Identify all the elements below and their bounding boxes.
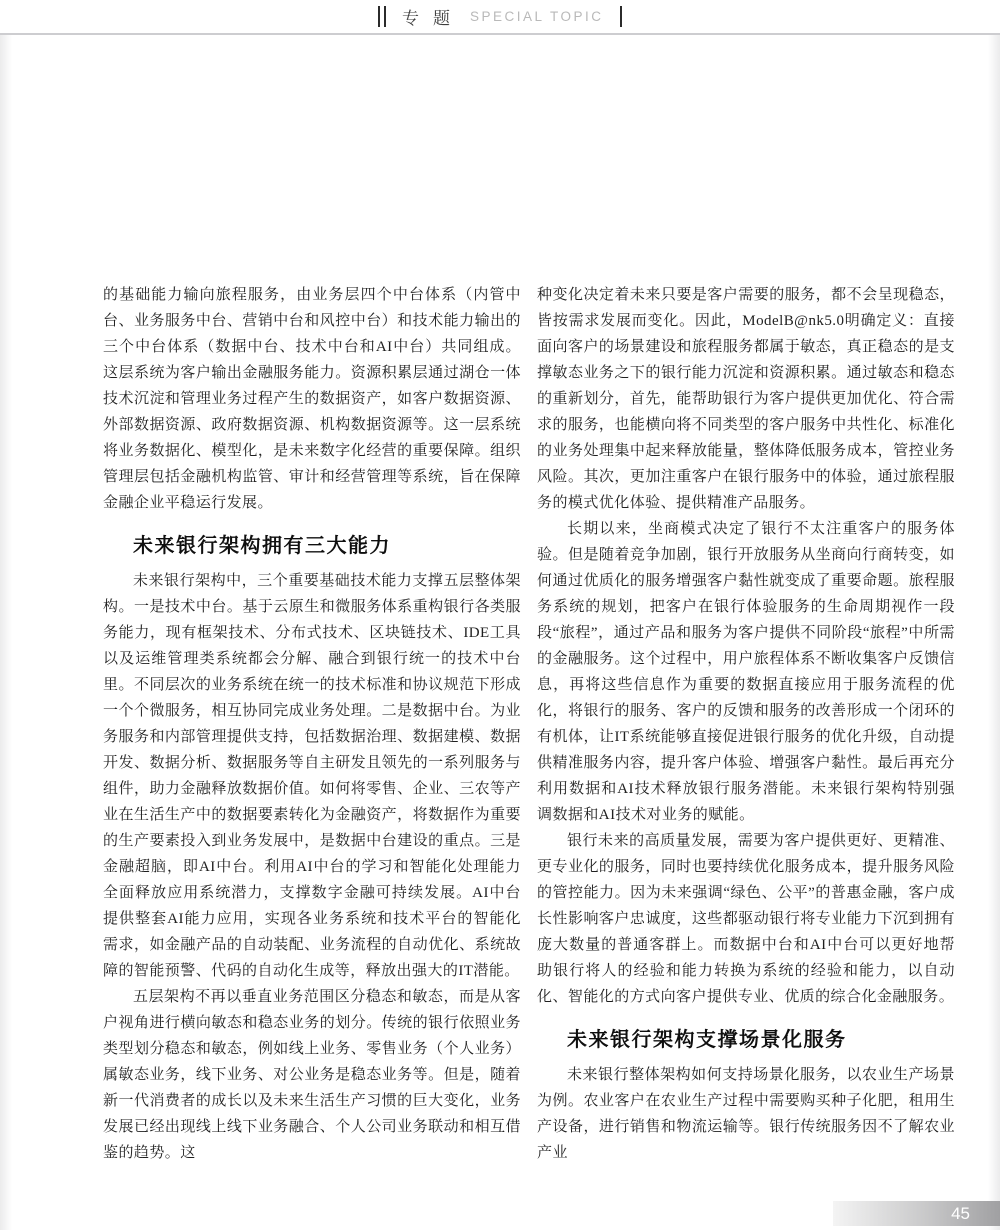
- article-body: [103, 282, 955, 1166]
- left-column: [103, 282, 521, 1166]
- body-paragraph: 未来银行整体架构如何支持场景化服务，以农业生产场景为例。农业客户在农业生产过程中需要购买种子化肥，租用生产设备，进行销售和物流运输等。银行传统服务因不了解农业产业: [537, 1067, 955, 1161]
- page-header: [0, 0, 1000, 35]
- header-topic-cn: 专题: [401, 9, 464, 28]
- double-bar-ornament-icon: [378, 6, 386, 27]
- body-paragraph: 五层架构不再以垂直业务范围区分稳态和敏态，而是从客户视角进行横向敏态和稳态业务的划分。传统的银行依照业务类型划分稳态和敏态，例如线上业务、零售业务（个人业务）属敏态业务，线下业务、对公业务是稳态业务等。但是，随着新一代消费者的成长以及未来生活生产习惯的巨大变化，业务发展已经出现线上线下业务融合、个人公司业务联动和相互借鉴的趋势。这: [103, 989, 521, 1161]
- header-topic-en: SPECIAL TOPIC: [469, 9, 604, 24]
- body-paragraph: 长期以来，坐商模式决定了银行不太注重客户的服务体验。但是随着竞争加剧，银行开放服务从坐商向行商转变，如何通过优质化的服务增强客户黏性就变成了重要命题。旅程服务系统的规划，把客户在银行体验服务的生命周期视作一段段“旅程”，通过产品和服务为客户提供不同阶段“旅程”中所需的金融服务。这个过程中，用户旅程体系不断收集客户反馈信息，再将这些信息作为重要的数据直接应用于服务流程的优化，将银行的服务、客户的反馈和服务的改善形成一个闭环的有机体，让IT系统能够直接促进银行服务的优化升级，自动提供精准服务内容，提升客户体验、增强客户黏性。最后再充分利用数据和AI技术释放银行服务潜能。未来银行架构特别强调数据和AI技术对业务的赋能。: [537, 521, 955, 823]
- right-column: [537, 282, 955, 1166]
- section-heading: 未来银行架构拥有三大能力: [133, 535, 391, 557]
- body-paragraph: 的基础能力输向旅程服务，由业务层四个中台体系（内管中台、业务服务中台、营销中台和风控中台）和技术能力输出的三个中台体系（数据中台、技术中台和AI中台）共同组成。这层系统为客户输出金融服务能力。资源积累层通过湖仓一体技术沉淀和管理业务过程产生的数据资产，如客户数据资源、外部数据资源、政府数据资源、机构数据资源等。这一层系统将业务数据化、模型化，是未来数字化经营的重要保障。组织管理层包括金融机构监管、审计和经营管理等系统，旨在保障金融企业平稳运行发展。: [103, 287, 521, 511]
- page-number: 45: [951, 1203, 970, 1223]
- single-bar-ornament-icon: [620, 6, 623, 27]
- body-paragraph: 未来银行架构中，三个重要基础技术能力支撑五层整体架构。一是技术中台。基于云原生和微服务体系重构银行各类服务能力，现有框架技术、分布式技术、区块链技术、IDE工具以及运维管理类系统都会分解、融合到银行统一的技术中台里。不同层次的业务系统在统一的技术标准和协议规范下形成一个个微服务，相互协同完成业务处理。二是数据中台。为业务服务和内部管理提供支持，包括数据治理、数据建模、数据开发、数据分析、数据服务等自主研发且领先的一系列服务与组件，助力金融释放数据价值。如何将零售、企业、三农等产业在生活生产中的数据要素转化为金融资产，将数据作为重要的生产要素投入到业务发展中，是数据中台建设的重点。三是金融超脑，即AI中台。利用AI中台的学习和智能化处理能力全面释放应用系统潜力，支撑数字金融可持续发展。AI中台提供整套AI能力应用，实现各业务系统和技术平台的智能化需求，如金融产品的自动装配、业务流程的自动优化、系统故障的智能预警、代码的自动化生成等，释放出强大的IT潜能。: [103, 573, 521, 979]
- section-heading: 未来银行架构支撑场景化服务: [567, 1029, 847, 1051]
- body-paragraph: 银行未来的高质量发展，需要为客户提供更好、更精准、更专业化的服务，同时也要持续优化服务成本，提升服务风险的管控能力。因为未来强调“绿色、公平”的普惠金融，客户成长性影响客户忠诚度，这些都驱动银行将专业能力下沉到拥有庞大数量的普通客群上。而数据中台和AI中台可以更好地帮助银行将人的经验和能力转换为系统的经验和能力，以自动化、智能化的方式向客户提供专业、优质的综合化金融服务。: [537, 833, 955, 1005]
- page-number-bar: [833, 1201, 1000, 1226]
- body-paragraph: 种变化决定着未来只要是客户需要的服务，都不会呈现稳态，皆按需求发展而变化。因此，ModelB@nk5.0明确定义：直接面向客户的场景建设和旅程服务都属于敏态，真正稳态的是支撑敏态业务之下的银行能力沉淀和资源积累。通过敏态和稳态的重新划分，首先，能帮助银行为客户提供更加优化、符合需求的服务，也能横向将不同类型的客户服务中共性化、标准化的业务处理集中起来释放能量，整体降低服务成本，管控业务风险。其次，更加注重客户在银行服务中的体验，通过旅程服务的模式优化体验、提供精准产品服务。: [537, 287, 955, 511]
